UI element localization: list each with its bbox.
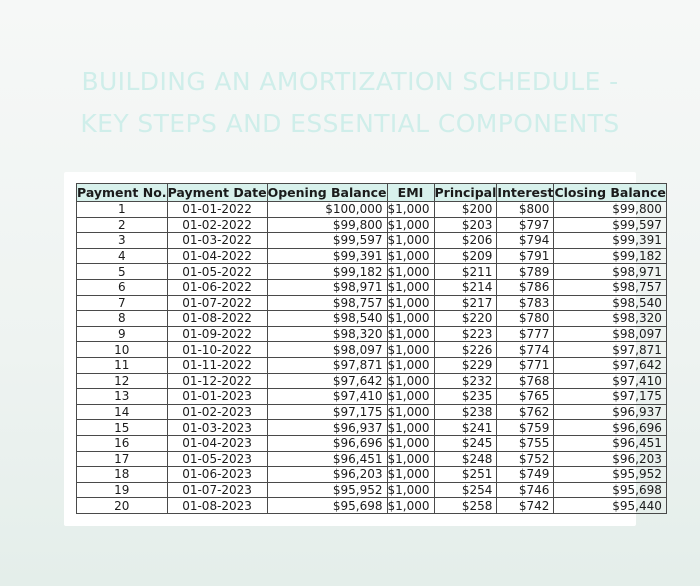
cell-opening-balance: $100,000	[267, 202, 387, 218]
table-row	[77, 279, 667, 295]
cell-emi: $1,000	[387, 248, 434, 264]
cell-payment-date: 01-09-2022	[167, 326, 267, 342]
cell-interest: $783	[497, 295, 554, 311]
cell-interest: $789	[497, 264, 554, 280]
cell-closing-balance: $97,642	[554, 357, 666, 373]
cell-principal: $223	[434, 326, 497, 342]
cell-opening-balance: $97,175	[267, 404, 387, 420]
cell-principal: $217	[434, 295, 497, 311]
cell-payment-date: 01-02-2022	[167, 217, 267, 233]
cell-payment-date: 01-03-2022	[167, 233, 267, 249]
cell-opening-balance: $96,451	[267, 451, 387, 467]
cell-closing-balance: $99,597	[554, 217, 666, 233]
cell-payment-date: 01-01-2022	[167, 202, 267, 218]
cell-payment-date: 01-04-2022	[167, 248, 267, 264]
cell-closing-balance: $96,451	[554, 435, 666, 451]
cell-interest: $762	[497, 404, 554, 420]
header-payment-date: Payment Date	[167, 185, 267, 200]
cell-interest: $777	[497, 326, 554, 342]
cell-emi: $1,000	[387, 279, 434, 295]
cell-emi: $1,000	[387, 295, 434, 311]
cell-emi: $1,000	[387, 373, 434, 389]
cell-emi: $1,000	[387, 233, 434, 249]
cell-principal: $232	[434, 373, 497, 389]
cell-closing-balance: $97,871	[554, 342, 666, 358]
cell-payment-date: 01-08-2022	[167, 311, 267, 327]
header-interest: Interest	[497, 185, 554, 200]
cell-principal: $220	[434, 311, 497, 327]
cell-principal: $229	[434, 357, 497, 373]
cell-closing-balance: $98,097	[554, 326, 666, 342]
cell-payment-no: 14	[77, 404, 168, 420]
cell-closing-balance: $97,175	[554, 389, 666, 405]
cell-payment-no: 18	[77, 467, 168, 483]
cell-opening-balance: $96,696	[267, 435, 387, 451]
table-row	[77, 295, 667, 311]
cell-interest: $755	[497, 435, 554, 451]
cell-closing-balance: $95,952	[554, 467, 666, 483]
cell-principal: $206	[434, 233, 497, 249]
cell-interest: $791	[497, 248, 554, 264]
cell-payment-no: 20	[77, 498, 168, 514]
cell-payment-no: 13	[77, 389, 168, 405]
cell-emi: $1,000	[387, 326, 434, 342]
cell-closing-balance: $97,410	[554, 373, 666, 389]
cell-payment-no: 15	[77, 420, 168, 436]
cell-emi: $1,000	[387, 311, 434, 327]
cell-payment-date: 01-06-2022	[167, 279, 267, 295]
cell-principal: $258	[434, 498, 497, 514]
cell-opening-balance: $98,320	[267, 326, 387, 342]
cell-interest: $797	[497, 217, 554, 233]
table-body	[77, 202, 667, 514]
cell-emi: $1,000	[387, 435, 434, 451]
cell-emi: $1,000	[387, 482, 434, 498]
cell-closing-balance: $98,757	[554, 279, 666, 295]
cell-opening-balance: $96,937	[267, 420, 387, 436]
table-row	[77, 482, 667, 498]
cell-closing-balance: $99,391	[554, 233, 666, 249]
cell-emi: $1,000	[387, 420, 434, 436]
cell-interest: $752	[497, 451, 554, 467]
cell-closing-balance: $98,540	[554, 295, 666, 311]
cell-emi: $1,000	[387, 342, 434, 358]
cell-principal: $226	[434, 342, 497, 358]
table-row	[77, 202, 667, 218]
header-emi: EMI	[387, 184, 434, 202]
cell-emi: $1,000	[387, 217, 434, 233]
cell-emi: $1,000	[387, 264, 434, 280]
table-row	[77, 389, 667, 405]
table-row	[77, 435, 667, 451]
cell-payment-no: 4	[77, 248, 168, 264]
cell-payment-date: 01-08-2023	[167, 498, 267, 514]
cell-emi: $1,000	[387, 451, 434, 467]
cell-emi: $1,000	[387, 357, 434, 373]
cell-opening-balance: $97,410	[267, 389, 387, 405]
cell-payment-no: 3	[77, 233, 168, 249]
cell-interest: $759	[497, 420, 554, 436]
cell-interest: $774	[497, 342, 554, 358]
table-row	[77, 326, 667, 342]
table-row	[77, 357, 667, 373]
table-row	[77, 217, 667, 233]
cell-principal: $241	[434, 420, 497, 436]
cell-payment-no: 9	[77, 326, 168, 342]
table-row	[77, 342, 667, 358]
cell-payment-date: 01-12-2022	[167, 373, 267, 389]
cell-payment-date: 01-03-2023	[167, 420, 267, 436]
page-title-line-2: KEY STEPS AND ESSENTIAL COMPONENTS	[80, 109, 620, 138]
cell-payment-date: 01-05-2023	[167, 451, 267, 467]
cell-principal: $214	[434, 279, 497, 295]
cell-opening-balance: $99,597	[267, 233, 387, 249]
cell-emi: $1,000	[387, 498, 434, 514]
cell-payment-no: 17	[77, 451, 168, 467]
cell-interest: $746	[497, 482, 554, 498]
table-header-row	[77, 184, 667, 202]
cell-payment-no: 11	[77, 357, 168, 373]
cell-principal: $211	[434, 264, 497, 280]
table-row	[77, 248, 667, 264]
cell-principal: $200	[434, 202, 497, 218]
cell-payment-date: 01-01-2023	[167, 389, 267, 405]
cell-closing-balance: $95,698	[554, 482, 666, 498]
cell-closing-balance: $98,320	[554, 311, 666, 327]
table-row	[77, 233, 667, 249]
cell-payment-no: 1	[77, 202, 168, 218]
cell-payment-no: 7	[77, 295, 168, 311]
cell-payment-date: 01-02-2023	[167, 404, 267, 420]
cell-principal: $203	[434, 217, 497, 233]
cell-principal: $245	[434, 435, 497, 451]
cell-opening-balance: $96,203	[267, 467, 387, 483]
table-row	[77, 498, 667, 514]
table-row	[77, 264, 667, 280]
cell-payment-no: 19	[77, 482, 168, 498]
cell-interest: $800	[497, 202, 554, 218]
cell-interest: $749	[497, 467, 554, 483]
cell-payment-no: 2	[77, 217, 168, 233]
cell-closing-balance: $96,203	[554, 451, 666, 467]
table-row	[77, 420, 667, 436]
cell-payment-no: 8	[77, 311, 168, 327]
cell-payment-date: 01-07-2022	[167, 295, 267, 311]
cell-payment-date: 01-11-2022	[167, 357, 267, 373]
cell-opening-balance: $99,182	[267, 264, 387, 280]
cell-emi: $1,000	[387, 467, 434, 483]
cell-closing-balance: $96,937	[554, 404, 666, 420]
cell-opening-balance: $99,391	[267, 248, 387, 264]
amortization-table	[76, 183, 667, 514]
page-title-line-1: BUILDING AN AMORTIZATION SCHEDULE -	[81, 67, 619, 96]
cell-interest: $765	[497, 389, 554, 405]
cell-payment-date: 01-10-2022	[167, 342, 267, 358]
cell-opening-balance: $98,540	[267, 311, 387, 327]
cell-emi: $1,000	[387, 202, 434, 218]
table-row	[77, 467, 667, 483]
cell-principal: $251	[434, 467, 497, 483]
cell-opening-balance: $95,952	[267, 482, 387, 498]
cell-opening-balance: $99,800	[267, 217, 387, 233]
table-row	[77, 404, 667, 420]
cell-opening-balance: $98,971	[267, 279, 387, 295]
cell-principal: $248	[434, 451, 497, 467]
cell-payment-date: 01-07-2023	[167, 482, 267, 498]
cell-payment-no: 16	[77, 435, 168, 451]
cell-payment-no: 10	[77, 342, 168, 358]
cell-principal: $238	[434, 404, 497, 420]
cell-emi: $1,000	[387, 389, 434, 405]
cell-payment-no: 6	[77, 279, 168, 295]
cell-interest: $771	[497, 357, 554, 373]
cell-closing-balance: $98,971	[554, 264, 666, 280]
cell-interest: $786	[497, 279, 554, 295]
cell-payment-date: 01-06-2023	[167, 467, 267, 483]
cell-closing-balance: $99,182	[554, 248, 666, 264]
cell-opening-balance: $98,097	[267, 342, 387, 358]
cell-payment-date: 01-04-2023	[167, 435, 267, 451]
cell-interest: $742	[497, 498, 554, 514]
cell-principal: $254	[434, 482, 497, 498]
cell-closing-balance: $99,800	[554, 202, 666, 218]
table-row	[77, 451, 667, 467]
cell-principal: $209	[434, 248, 497, 264]
cell-opening-balance: $97,642	[267, 373, 387, 389]
cell-payment-date: 01-05-2022	[167, 264, 267, 280]
header-payment-no: Payment No.	[77, 185, 167, 200]
cell-closing-balance: $96,696	[554, 420, 666, 436]
cell-principal: $235	[434, 389, 497, 405]
cell-interest: $768	[497, 373, 554, 389]
cell-opening-balance: $98,757	[267, 295, 387, 311]
header-opening-balance: Opening Balance	[267, 185, 387, 200]
cell-closing-balance: $95,440	[554, 498, 666, 514]
cell-interest: $780	[497, 311, 554, 327]
cell-opening-balance: $97,871	[267, 357, 387, 373]
cell-emi: $1,000	[387, 404, 434, 420]
table-row	[77, 311, 667, 327]
cell-opening-balance: $95,698	[267, 498, 387, 514]
cell-payment-no: 5	[77, 264, 168, 280]
cell-interest: $794	[497, 233, 554, 249]
header-principal: Principal	[434, 185, 497, 200]
cell-payment-no: 12	[77, 373, 168, 389]
header-closing-balance: Closing Balance	[554, 185, 666, 200]
table-row	[77, 373, 667, 389]
